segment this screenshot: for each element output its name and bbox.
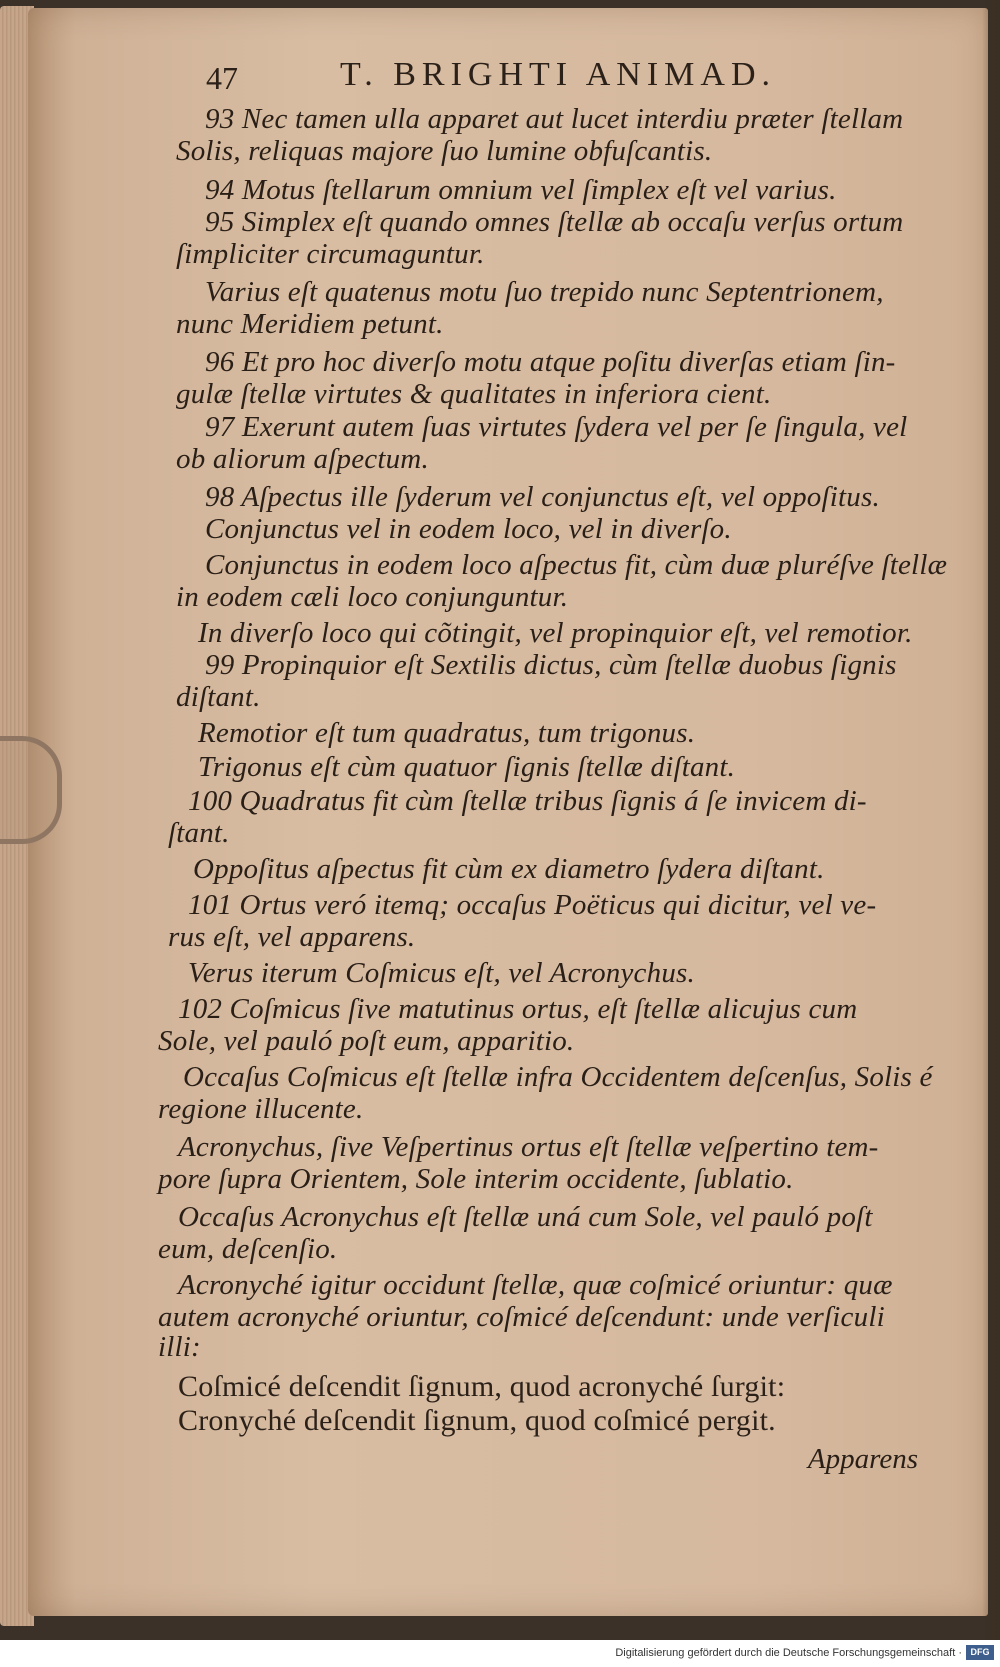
text-line: Trigonus eſt cùm quatuor ſignis ſtellæ diſtant. (198, 751, 736, 783)
text-line: 102 Coſmicus ſive matutinus ortus, eſt ſtellæ alicujus cum (178, 993, 858, 1025)
text-line: Varius eſt quatenus motu ſuo trepido nunc Septentrionem, (205, 276, 884, 308)
text-line: Occaſus Acronychus eſt ſtellæ uná cum Sole, vel pauló poſt (178, 1201, 873, 1233)
text-line: 100 Quadratus fit cùm ſtellæ tribus ſignis á ſe invicem di- (188, 785, 867, 817)
text-line: Conjunctus in eodem loco aſpectus fit, cùm duæ pluréſve ſtellæ (205, 549, 948, 581)
text-line: Oppoſitus aſpectus fit cùm ex diametro ſydera diſtant. (193, 853, 825, 885)
text-line: 97 Exerunt autem ſuas virtutes ſydera vel per ſe ſingula, vel (205, 411, 908, 443)
text-line: 95 Simplex eſt quando omnes ſtellæ ab occaſu verſus ortum (205, 206, 904, 238)
text-line: 98 Aſpectus ille ſyderum vel conjunctus eſt, vel oppoſitus. (205, 481, 880, 513)
spine-shadow (982, 0, 1000, 1640)
verse-line: Cronyché deſcendit ſignum, quod coſmicé pergit. (178, 1404, 776, 1437)
footer-bar (0, 1640, 1000, 1667)
text-line: rus eſt, vel apparens. (168, 921, 416, 953)
verse-line: Coſmicé deſcendit ſignum, quod acronyché ſurgit: (178, 1370, 786, 1403)
text-line: eum, deſcenſio. (158, 1233, 338, 1265)
text-line: Solis, reliquas majore ſuo lumine obfuſcantis. (176, 135, 713, 167)
text-line: Acronychus, ſive Veſpertinus ortus eſt ſtellæ veſpertino tem- (178, 1131, 879, 1163)
text-line: Conjunctus vel in eodem loco, vel in diverſo. (205, 513, 732, 545)
text-line: 99 Propinquior eſt Sextilis dictus, cùm ſtellæ duobus ſignis (205, 649, 897, 681)
page-paper (28, 8, 988, 1616)
text-line: Sole, vel pauló poſt eum, apparitio. (158, 1025, 575, 1057)
text-line: illi: (158, 1331, 201, 1363)
running-head: T. BRIGHTI ANIMAD. (340, 56, 777, 93)
text-line: 94 Motus ſtellarum omnium vel ſimplex eſt vel varius. (205, 174, 837, 206)
dfg-logo: DFG (966, 1645, 994, 1660)
text-line: nunc Meridiem petunt. (176, 308, 444, 340)
funding-credit: Digitalisierung gefördert durch die Deutsche Forschungsgemeinschaft · (615, 1647, 962, 1659)
text-line: 101 Ortus veró itemq; occaſus Poëticus qui dicitur, vel ve- (188, 889, 877, 921)
text-line: 93 Nec tamen ulla apparet aut lucet interdiu præter ſtellam (205, 103, 904, 135)
text-line: Verus iterum Coſmicus eſt, vel Acronychus. (188, 957, 695, 989)
text-line: pore ſupra Orientem, Sole interim occidente, ſublatio. (158, 1163, 794, 1195)
text-line: ſimpliciter circumaguntur. (176, 238, 485, 270)
text-line: In diverſo loco qui cõtingit, vel propinquior eſt, vel remotior. (198, 617, 913, 649)
text-line: diſtant. (176, 681, 261, 713)
text-line: Remotior eſt tum quadratus, tum trigonus. (198, 717, 696, 749)
text-line: ſtant. (168, 817, 230, 849)
catchword: Apparens (807, 1443, 918, 1475)
text-line: regione illucente. (158, 1093, 364, 1125)
text-line: ob aliorum aſpectum. (176, 443, 429, 475)
text-line: Occaſus Coſmicus eſt ſtellæ infra Occidentem deſcenſus, Solis é (183, 1061, 933, 1093)
text-line: 96 Et pro hoc diverſo motu atque poſitu diverſas etiam ſin- (205, 346, 896, 378)
text-line: Acronyché igitur occidunt ſtellæ, quæ coſmicé oriuntur: quæ (178, 1269, 893, 1301)
page-clip (0, 736, 62, 844)
text-line: gulæ ſtellæ virtutes & qualitates in inferiora cient. (176, 378, 772, 410)
text-line: autem acronyché oriuntur, coſmicé deſcendunt: unde verſiculi (158, 1301, 885, 1333)
page-number: 47 (206, 60, 238, 96)
text-line: in eodem cæli loco conjunguntur. (176, 581, 569, 613)
